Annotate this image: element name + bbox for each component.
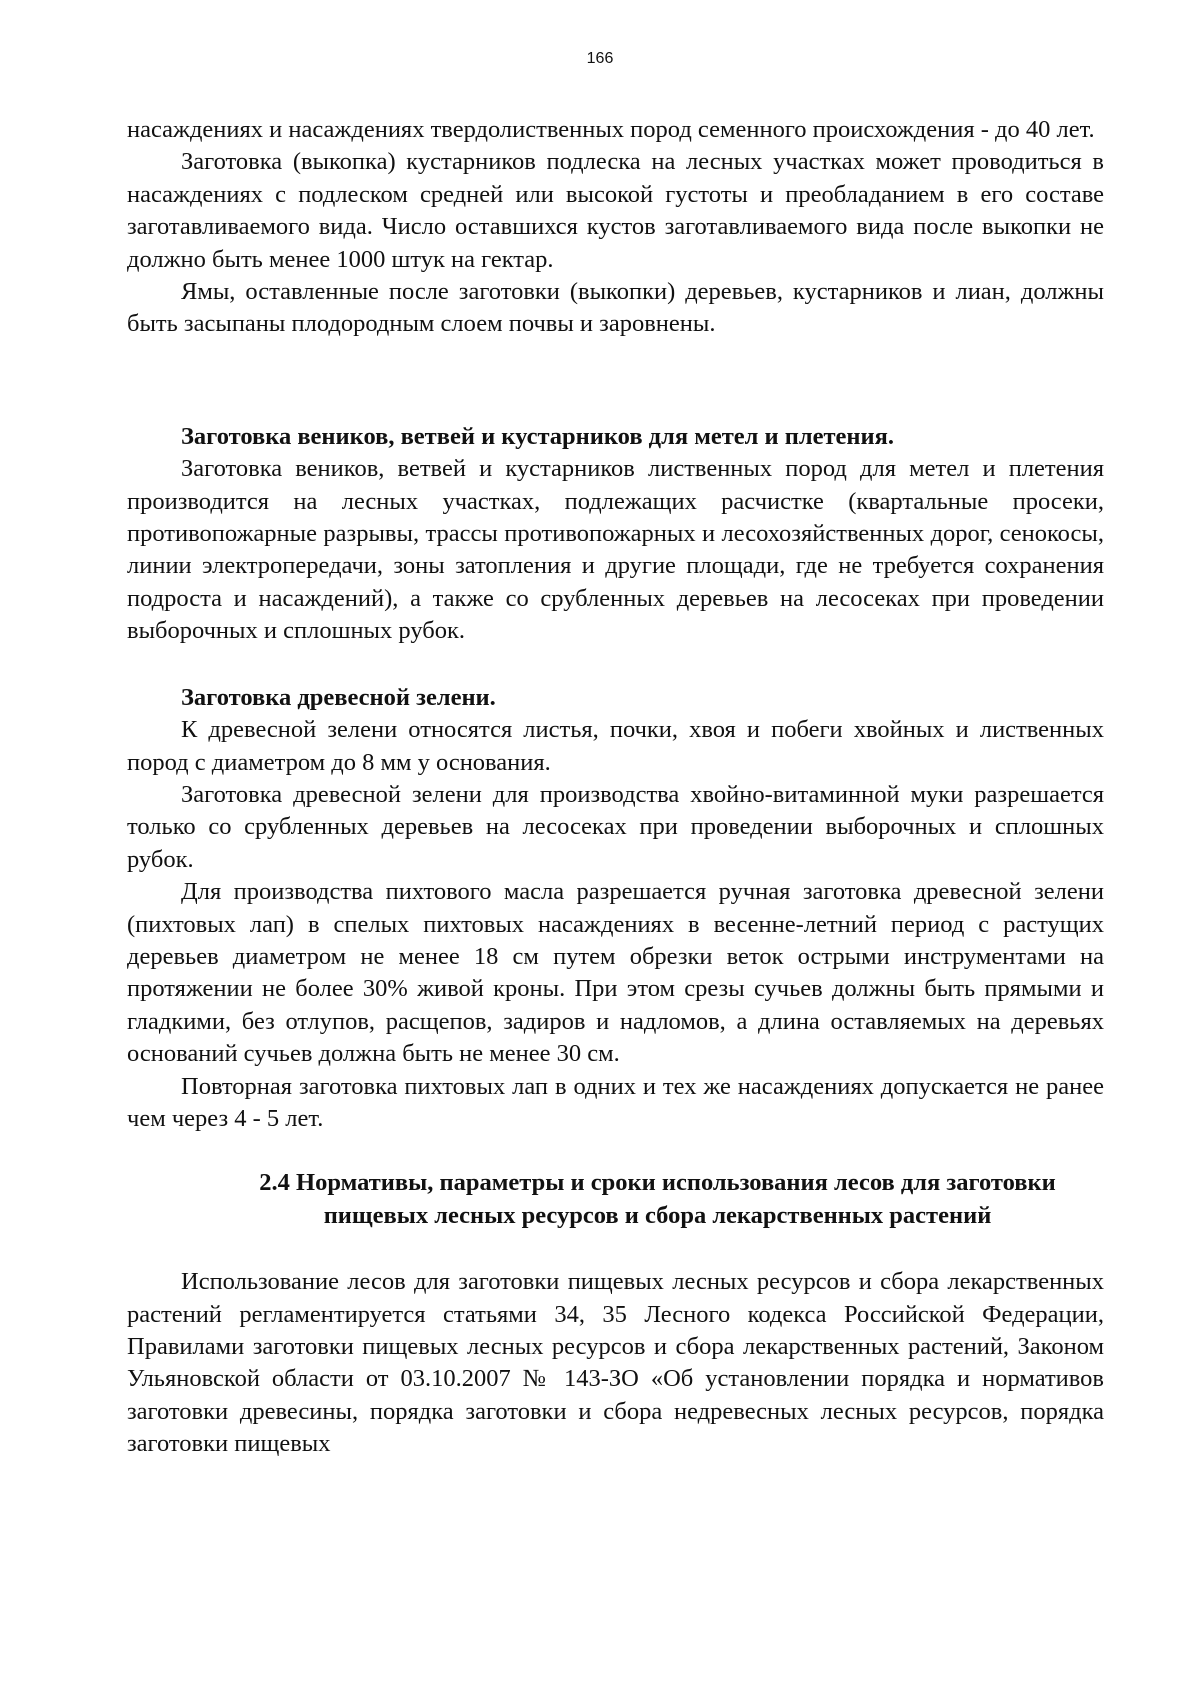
paragraph-pits: Ямы, оставленные после заготовки (выкопки) деревьев, кустарников и лиан, должны быть засыпаны плодородным слоем почвы и заровнены.	[127, 278, 1104, 338]
paragraph-continuation: насаждениях и насаждениях твердолиственных пород семенного происхождения - до 40 лет.	[127, 116, 1095, 143]
page-number: 166	[586, 50, 614, 67]
paragraph-brooms: Заготовка веников, ветвей и кустарников лиственных пород для метел и плетения производится на лесных участках, подлежащих расчистке (квартальные просеки, противопожарные разрывы, трассы противопожарных и лесохозяйственных дорог, сенокосы, линии электропередачи, зоны затопления и другие площади, где не требуется сохранения подроста и насаждений), а также со срубленных деревьев на лесосеках при проведении выборочных и сплошных рубок.	[127, 455, 1104, 645]
page-content	[127, 114, 1104, 1461]
heading-greenery: Заготовка древесной зелени.	[181, 683, 496, 711]
paragraph-shrub-digging: Заготовка (выкопка) кустарников подлеска на лесных участках может проводиться в насаждениях с подлеском средней или высокой густоты и преобладанием в его составе заготавливаемого вида. Число оставшихся кустов заготавливаемого вида после выкопки не должно быть менее 1000 штук на гектар.	[127, 148, 1104, 273]
section-title-line1: 2.4 Нормативы, параметры и сроки использования лесов для заготовки	[259, 1169, 1056, 1197]
paragraph-greenery-definition: К древесной зелени относятся листья, почки, хвоя и побеги хвойных и лиственных пород с диаметром до 8 мм у основания.	[127, 716, 1104, 776]
paragraph-repeat-harvest: Повторная заготовка пихтовых лап в одних и тех же насаждениях допускается не ранее чем через 4 - 5 лет.	[127, 1072, 1104, 1132]
paragraph-food-resources: Использование лесов для заготовки пищевых лесных ресурсов и сбора лекарственных растений регламентируется статьями 34, 35 Лесного кодекса Российской Федерации, Правилами заготовки пищевых лесных ресурсов и сбора лекарственных растений, Законом Ульяновской области от 03.10.2007 № 143-ЗО «Об установлении порядка и нормативов заготовки древесины, порядка заготовки и сбора недревесных лесных ресурсов, порядка заготовки пищевых	[127, 1268, 1104, 1458]
paragraph-fir-oil: Для производства пихтового масла разрешается ручная заготовка древесной зелени (пихтовых лап) в спелых пихтовых насаждениях в весенне-летний период с растущих деревьев диаметром не менее 18 см путем обрезки веток острыми инструментами на протяжении не более 30% живой кроны. При этом срезы сучьев должны быть прямыми и гладкими, без отлупов, расщепов, задиров и надломов, а длина оставляемых на деревьях оснований сучьев должна быть не менее 30 см.	[127, 878, 1104, 1068]
heading-brooms: Заготовка веников, ветвей и кустарников для метел и плетения.	[181, 422, 895, 450]
section-title-line2: пищевых лесных ресурсов и сбора лекарственных растений	[323, 1201, 992, 1229]
paragraph-greenery-flour: Заготовка древесной зелени для производства хвойно-витаминной муки разрешается только со срубленных деревьев на лесосеках при проведении выборочных и сплошных рубок.	[127, 780, 1104, 873]
